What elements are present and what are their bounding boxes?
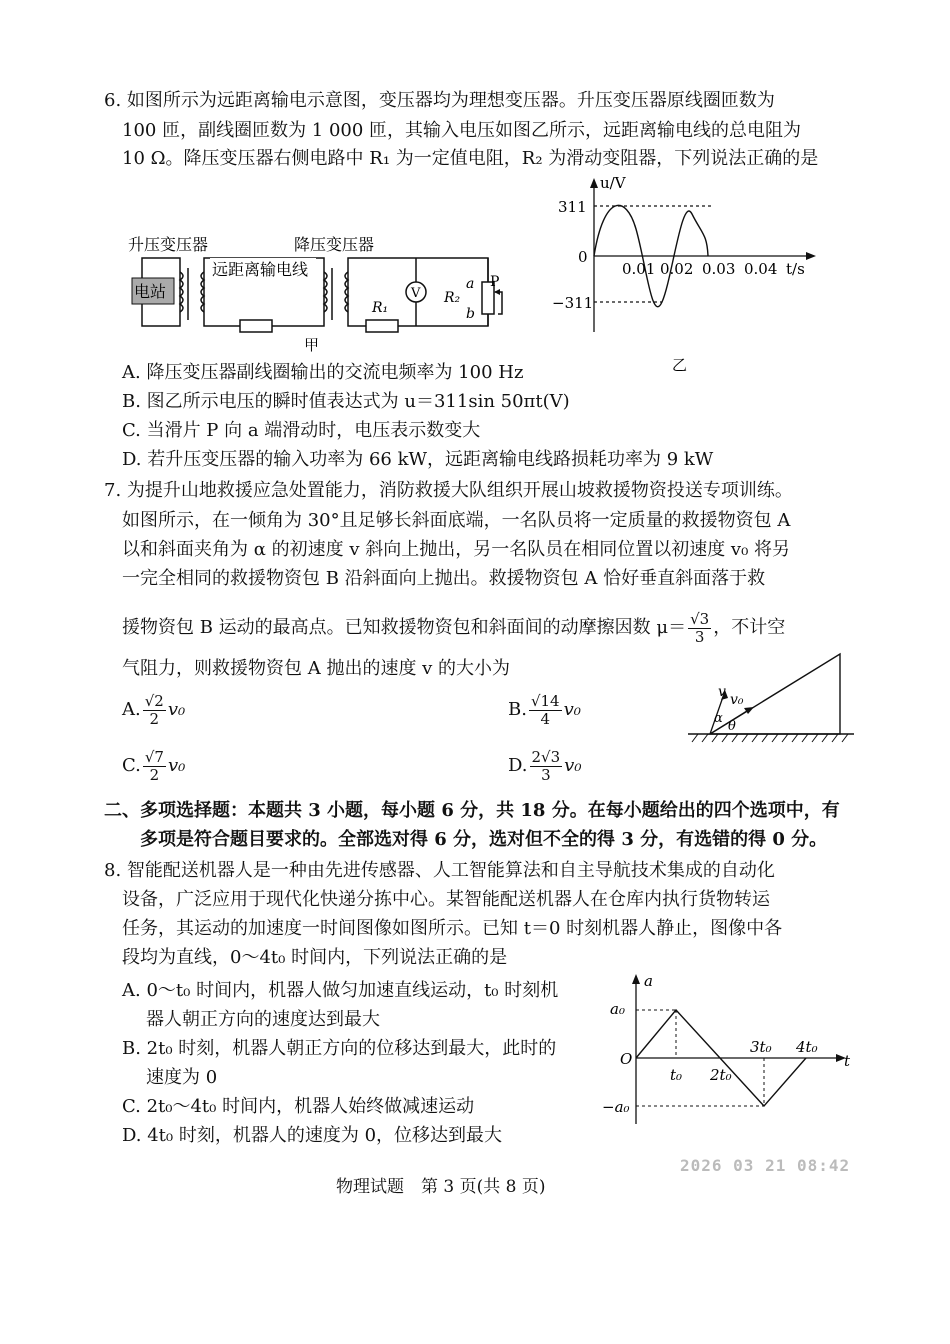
mu-fraction: $\frac{√3}{3}$: [690, 609, 710, 646]
step-up-label: 升压变压器: [128, 235, 209, 254]
q8-line-4: 段均为直线，0～4t₀ 时间内，下列说法正确的是: [122, 947, 508, 968]
q6-line-1: 6. 如图所示为远距离输电示意图，变压器均为理想变压器。升压变压器原线圈匝数为: [104, 90, 775, 111]
svg-text:a: a: [644, 972, 653, 990]
caption-jia: 甲: [304, 336, 320, 354]
q8-line-1: 8. 智能配送机器人是一种由先进传感器、人工智能算法和自主导航技术集成的自动化: [104, 860, 775, 881]
svg-text:v: v: [718, 684, 726, 700]
svg-text:b: b: [466, 306, 475, 322]
q7-option-b: B. $\frac{√14}{4}$ v₀: [508, 691, 581, 728]
section2-line-2: 多项是符合题目要求的。全部选对得 6 分，选对但不全的得 3 分，有选错的得 0 分。: [140, 829, 828, 850]
svg-text:t: t: [844, 1052, 851, 1070]
q7-line-5: 援物资包 B 运动的最高点。已知救援物资包和斜面间的动摩擦因数 μ＝ $\frac{√3}{3}$ ，不计空: [122, 609, 786, 646]
q8-line-2: 设备，广泛应用于现代化快递分拣中心。某智能配送机器人在仓库内执行货物转运: [122, 889, 770, 910]
svg-text:乙: 乙: [672, 356, 688, 374]
svg-text:4t₀: 4t₀: [796, 1038, 818, 1056]
r2-label: R₂: [444, 290, 461, 306]
q8-option-b-cont: 速度为 0: [146, 1067, 218, 1088]
timestamp-stamp: 2026 03 21 08:42: [680, 1156, 851, 1175]
section2-line-1: 二、多项选择题：本题共 3 小题，每小题 6 分，共 18 分。在每小题给出的四个选项中，有: [104, 800, 840, 821]
q7-line-1: 7. 为提升山地救援应急处置能力，消防救援大队组织开展山坡救援物资投送专项训练。: [104, 480, 793, 501]
voltage-graph: [552, 174, 822, 374]
svg-text:0.01: 0.01: [622, 260, 656, 278]
q8-option-a: A. 0～t₀ 时间内，机器人做匀加速直线运动，t₀ 时刻机: [122, 980, 559, 1001]
station-label: 电站: [134, 282, 167, 301]
q7-line-6: 气阻力，则救援物资包 A 抛出的速度 v 的大小为: [122, 658, 511, 679]
page-footer: 物理试题 第 3 页(共 8 页): [336, 1177, 546, 1197]
svg-text:v₀: v₀: [730, 692, 744, 708]
svg-text:α: α: [714, 711, 723, 726]
svg-text:P: P: [490, 274, 500, 290]
q8-line-3: 任务，其运动的加速度一时间图像如图所示。已知 t＝0 时刻机器人静止，图像中各: [122, 918, 783, 939]
svg-text:a: a: [466, 276, 475, 292]
q7-option-d: D. $\frac{2√3}{3}$ v₀: [508, 747, 582, 784]
svg-text:0.04: 0.04: [744, 260, 778, 278]
q8-option-d: D. 4t₀ 时刻，机器人的速度为 0，位移达到最大: [122, 1125, 503, 1146]
q8-option-c: C. 2t₀～4t₀ 时间内，机器人始终做减速运动: [122, 1096, 475, 1117]
svg-text:0: 0: [578, 248, 588, 266]
q8-option-a-cont: 器人朝正方向的速度达到最大: [146, 1009, 380, 1030]
q6-line-2: 100 匝，副线圈匝数为 1 000 匝，其输入电压如图乙所示，远距离输电线的总电阻为: [122, 120, 802, 141]
step-down-label: 降压变压器: [294, 235, 375, 254]
q6-option-c: C. 当滑片 P 向 a 端滑动时，电压表示数变大: [122, 420, 481, 441]
svg-text:u/V: u/V: [600, 174, 626, 192]
q7-line-3: 以和斜面夹角为 α 的初速度 v 斜向上抛出，另一名队员在相同位置以初速度 v₀ 将另: [122, 539, 791, 560]
svg-text:2t₀: 2t₀: [710, 1066, 732, 1084]
q8-option-b: B. 2t₀ 时刻，机器人朝正方向的位移达到最大，此时的: [122, 1038, 557, 1059]
slope-figure: [688, 646, 858, 746]
q7-line-2: 如图所示，在一倾角为 30°且足够长斜面底端，一名队员将一定质量的救援物资包 A: [122, 510, 791, 531]
svg-text:t/s: t/s: [786, 260, 805, 278]
line-label: 远距离输电线: [212, 260, 309, 279]
svg-text:V: V: [411, 286, 421, 301]
q6-option-b: B. 图乙所示电压的瞬时值表达式为 u＝311sin 50πt(V): [122, 391, 570, 412]
svg-text:O: O: [620, 1050, 633, 1068]
svg-text:311: 311: [558, 198, 587, 216]
svg-text:−a₀: −a₀: [602, 1098, 630, 1116]
svg-text:t₀: t₀: [670, 1066, 683, 1084]
svg-text:3t₀: 3t₀: [750, 1038, 772, 1056]
svg-text:a₀: a₀: [610, 1000, 625, 1018]
q7-option-c: C. $\frac{√7}{2}$ v₀: [122, 747, 186, 784]
r1-label: R₁: [372, 300, 389, 316]
q7-line-4: 一完全相同的救援物资包 B 沿斜面向上抛出。救援物资包 A 恰好垂直斜面落于救: [122, 568, 766, 589]
q6-option-d: D. 若升压变压器的输入功率为 66 kW，远距离输电线路损耗功率为 9 kW: [122, 449, 714, 470]
q6-option-a: A. 降压变压器副线圈输出的交流电频率为 100 Hz: [122, 362, 524, 383]
svg-text:0.02: 0.02: [660, 260, 694, 278]
circuit-diagram: [110, 228, 510, 358]
q6-line-3: 10 Ω。降压变压器右侧电路中 R₁ 为一定值电阻，R₂ 为滑动变阻器，下列说法正确的是: [122, 148, 819, 169]
svg-text:−311: −311: [552, 294, 594, 312]
q7-option-a: A. $\frac{√2}{2}$ v₀: [122, 691, 186, 728]
svg-text:θ: θ: [728, 719, 736, 734]
acceleration-graph: [600, 970, 860, 1130]
svg-text:0.03: 0.03: [702, 260, 736, 278]
